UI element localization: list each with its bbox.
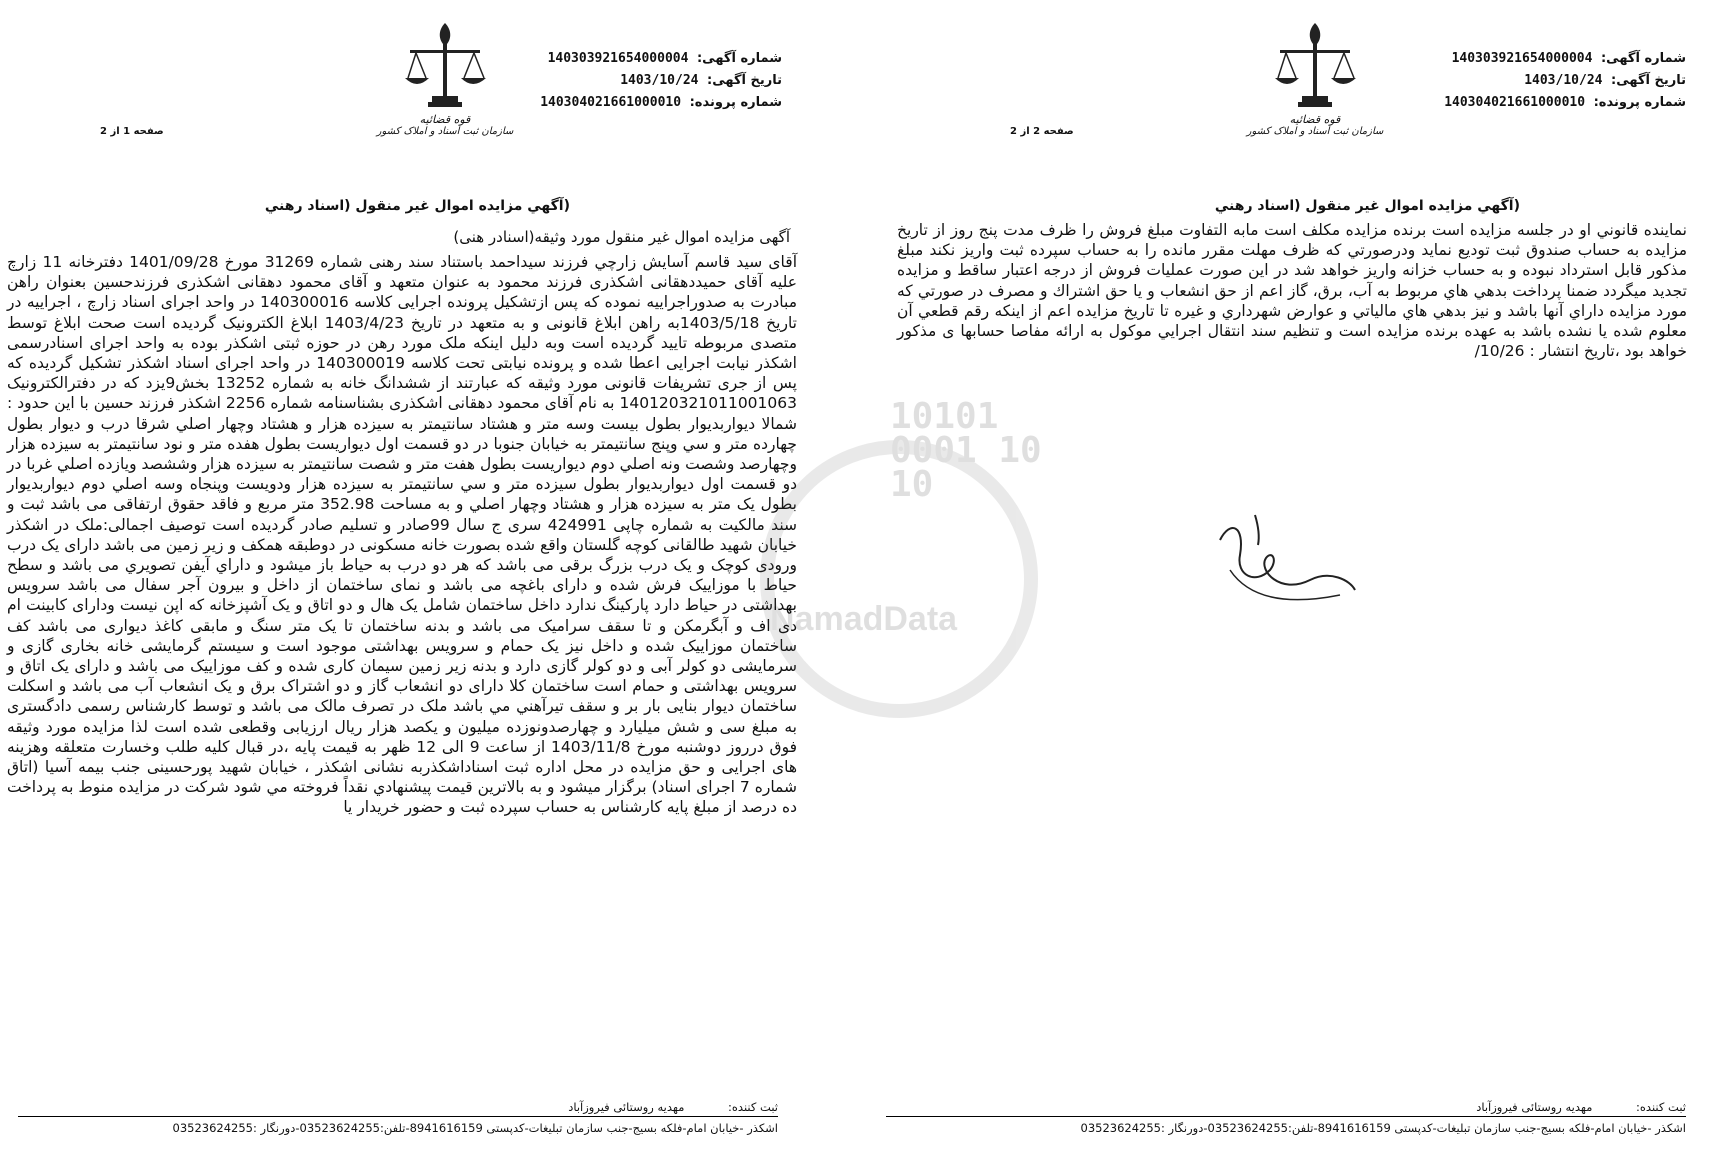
notice-date: 1403/10/24 — [1524, 73, 1603, 88]
judiciary-name: قوه قضائیه — [1289, 113, 1341, 126]
judiciary-name: قوه قضائیه — [419, 113, 471, 126]
case-number-label: شماره پرونده: — [1593, 95, 1686, 110]
registrar-label: ثبت کننده: — [1636, 1100, 1686, 1114]
notice-number-label: شماره آگهی: — [696, 51, 782, 66]
notice-footer — [886, 1098, 1686, 1137]
page-number: صفحه 1 از 2 — [100, 126, 164, 137]
notice-footer — [18, 1098, 778, 1137]
registrar-name: مهدیه روستائی فیروزآباد — [568, 1100, 685, 1114]
notice-title: (آگهي مزايده اموال غير منقول (اسناد رهني — [264, 198, 570, 214]
office-address: اشکذر -خیابان امام-فلکه بسیج-جنب سازمان تبلیغات-کدپستی 8941616159-تلفن:03523624255-دورنگار :03523624255 — [886, 1116, 1686, 1137]
notice-date-label: تاریخ آگهی: — [707, 73, 782, 88]
case-number: 140304021661000010 — [1444, 95, 1586, 110]
case-number-label: شماره پرونده: — [689, 95, 782, 110]
notice-body: آقای سید قاسم آسایش زارچي فرزند سیداحمد باستناد سند رهنی شماره 31269 مورخ 1401/09/28 دفترخانه 11 زارچ علیه آقای حمیددهقانی اشکذری فرزند محمود به عنوان متعهد و آقای محمود دهقانی اشکذری فرزندحسین بعنوان راهن مبادرت به صدوراجراییه نموده که پس ازتشکیل پرونده اجرایی کلاسه 140300016 در واحد اجرای اسناد زارچ ، اجراییه در تاریخ 1403/5/18به راهن ابلاغ قانونی و به متعهد در تاریخ 1403/4/23 ابلاغ الکترونیک گردیده است صحت ابلاغ توسط متصدی مربوطه تایید گردیده است وبه دلیل اینکه ملک مورد رهن در حوزه ثبتی اشکذر بوده به واحد اجرای اسنادرسمی اشکذر نیابت اجرایی اعطا شده و پرونده نیابتی تحت کلاسه 140300019 در واحد اجرای اسناد اشکذر تشکیل گردیده که پس از جری تشریفات قانونی مورد وثیقه که عبارتند از ششدانگ خانه به شماره 13252 بخش9یزد که در دفترالکترونیک 14012032101100106​3 به نام آقای محمود دهقانی اشکذری بشناسنامه شماره 2256 اشکذر فرزند حسین با این حدود : شمالا دیواربدیوار بطول بیست وسه متر و هشتاد سانتیمتر به سیزده هزار و هشتاد وچهار اصلي شرقا درب و دیوار بطول چهارده متر و سي وپنج سانتیمتر به خیابان جنوبا در دو قسمت اول دیواریست بطول هفده متر و نود سانتیمتر به سیزده هزار وچهارصد وشصت ونه اصلي دوم دیواریست بطول هفت متر و شصت سانتیمتر به سیزده هزار وششصد ویازده اصلي غربا در دو قسمت اول دیواربدیوار بطول سیزده متر و سي سانتیمتر به سیزده هزار ودویست وپنجاه وسه اصلي دوم دیواربدیوار بطول یک متر به سیزده هزار و هشتاد وچهار اصلي و به مساحت 352.98 متر مربع و فاقد حقوق ارتفاقی می باشد ثبت و سند مالکیت به شماره چاپی 424991 سری ج سال 99صادر و تسلیم صادر گردیده است توصیف اجمالی:ملک در اشکذر خیابان شهید طالقانی کوچه گلستان واقع شده بصورت خانه مسکونی در دوطبقه همکف و زیر زمین می باشد دارای یک درب ورودی کوچک و یک درب بزرگ برقی می باشد که هر دو درب به حیاط باز میشود و داراي آیفن تصویري می باشد و سطح حیاط با موزاییک فرش شده و دارای باغچه می باشد و نمای ساختمان از داخل و بیرون آجر سفال می باشد سرویس بهداشتی در حیاط دارد پارکینگ ندارد داخل ساختمان شامل یک هال و دو اتاق و یک آشپزخانه که اپن نیست ودارای کابینت ام دی اف و آبگرمکن و تا سقف سرامیک می باشد و بدنه ساختمان تا یک متر سنگ و مابقی کاغذ دیواری می باشد کف ساختمان موزاییک شده و داخل نیز یک حمام و سرویس بهداشتی موجود است و سیستم گرمایشی خانه بخاری گازی و سرمایشی دو کولر آبی و دو کولر گازی دارد و بدنه زیر زمین سیمان کاری شده و کف موزاییک می باشد و دارای یک اتاق و سرویس بهداشتی و حمام است ساختمان کلا دارای دو انشعاب گاز و دو اشتراک برق و یک انشعاب آب می باشد و اسکلت ساختمان دیوار بنایی بار بر و سقف تیرآهني مي باشد ملک در تصرف مالک می باشد و توسط کارشناس رسمی دادگستری به مبلغ سی و شش میلیارد و چهارصدونوزده میلیون و یکصد هزار ریال ارزیابی وقطعی شده است لذا مزایده مورد وثیقه فوق درروز دوشنبه مورخ 1403/11/8 از ساعت 9 الی 12 ظهر به قیمت پایه ،در قبال کلیه طلب وخسارت متعلقه وهزینه های اجرایی و حق مزایده در محل اداره ثبت اسناداشکذربه نشانی اشکذر ، خیابان شهید پورحسینی جنب بیمه آسیا (اتاق شماره 7 اجرای اسناد) برگزار میشود و به بالاترین قیمت پیشنهادي نقداً فروخته مي شود شرکت در مزایده منوط به پرداخت ده درصد از مبلغ پایه کارشناس به حساب سپرده ثبت و حضور خریدار یا — [7, 253, 797, 817]
page-number: صفحه 2 از 2 — [1010, 126, 1074, 137]
registrar-name: مهدیه روستائی فیروزآباد — [1476, 1100, 1593, 1114]
case-number: 140304021661000010 — [540, 95, 682, 110]
judiciary-emblem — [1240, 18, 1390, 158]
notice-header — [1444, 48, 1686, 114]
office-address: اشکذر -خیابان امام-فلکه بسیج-جنب سازمان تبلیغات-کدپستی 8941616159-تلفن:03523624255-دورنگار :03523624255 — [18, 1116, 778, 1137]
notice-date: 1403/10/24 — [620, 73, 699, 88]
registration-org-name: سازمان ثبت اسناد و املاک کشور — [376, 126, 514, 137]
notice-number-label: شماره آگهی: — [1600, 51, 1686, 66]
registrar-label: ثبت کننده: — [728, 1100, 778, 1114]
watermark-brand: NamadData — [770, 600, 958, 638]
scales-of-justice-icon — [400, 18, 490, 113]
scales-of-justice-icon — [1270, 18, 1360, 113]
notice-header — [540, 48, 782, 114]
notice-number: 140303921654000004 — [1451, 51, 1593, 66]
notice-subtitle: آگهی مزایده اموال غیر منقول مورد وثیقه(اسنادر هنی) — [453, 228, 790, 246]
notice-date-label: تاریخ آگهی: — [1611, 73, 1686, 88]
watermark-binary: 10101 0001 10 10 — [890, 396, 1042, 505]
notice-body: نماينده قانوني او در جلسه مزايده است برنده مزايده مكلف است مابه التفاوت مبلغ فروش را ظرف مدت پنج روز از تاريخ مزايده به حساب صندوق ثبت توديع نمايد ودرصورتي كه ظرف مهلت مقرر مانده را به حساب سپرده ثبت واريز نكند مبلغ مذكور قابل استرداد نبوده و به حساب خزانه واريز خواهد شد در اين صورت عمليات فروش از درجه اعتبار ساقط و مزايده تجديد ميگردد ضمنا پرداخت بدهي هاي مربوط به آب، برق، گاز اعم از حق انشعاب و يا حق اشتراك و مصرف در صورتي كه مورد مزايده داراي آنها باشد و نيز بدهي هاي مالياتي و عوارض شهرداري و غيره تا تاريخ مزايده اعم از اينكه رقم قطعي آن معلوم شده يا نشده باشد به عهده برنده مزايده است و تنظيم سند انتقال اجرايي موكول به ارائه مفاصا حسابها ی مذكور خواهد بود ،تاريخ انتشار : 10/26/ — [897, 221, 1687, 361]
judiciary-emblem — [370, 18, 520, 158]
notice-title: (آگهي مزايده اموال غير منقول (اسناد رهني — [1214, 198, 1520, 214]
notice-number: 140303921654000004 — [547, 51, 689, 66]
notice-page-1 — [0, 0, 820, 1153]
handwritten-signature — [1200, 500, 1360, 610]
registration-org-name: سازمان ثبت اسناد و املاک کشور — [1246, 126, 1384, 137]
